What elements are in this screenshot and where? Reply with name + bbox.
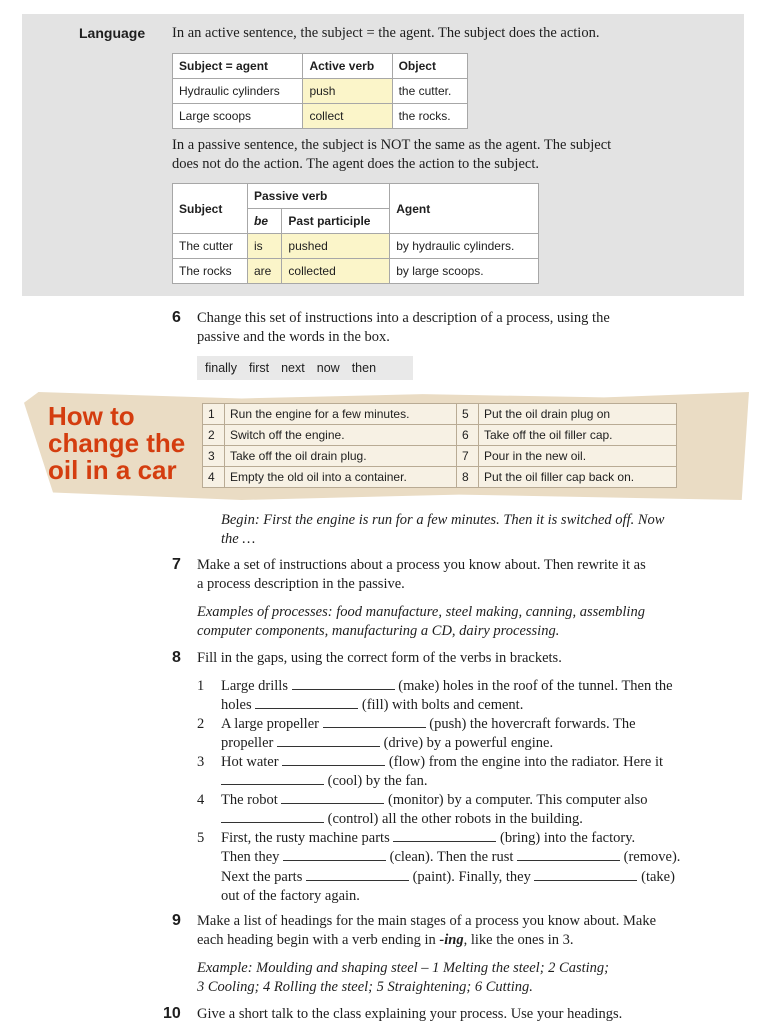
step-number: 4 xyxy=(203,467,225,488)
active-cell: the cutter. xyxy=(392,79,467,104)
item-text: (make) holes in the roof of the tunnel. Then the xyxy=(398,678,673,694)
answer-gap[interactable] xyxy=(281,802,384,804)
exercise-9-line2 xyxy=(197,931,574,950)
exercise-9-line1: Make a list of headings for the main stages of a process you know about. Make xyxy=(197,913,657,929)
gap-fill-item-4 xyxy=(197,791,747,829)
step-text: Empty the old oil into a container. xyxy=(225,467,457,488)
exercise-6-number: 6 xyxy=(172,309,181,326)
step-text: Put the oil drain plug on xyxy=(479,404,677,425)
step-text: Pour in the new oil. xyxy=(479,446,677,467)
exercise-8-number: 8 xyxy=(172,649,181,666)
step-number: 6 xyxy=(457,425,479,446)
item-number: 4 xyxy=(197,792,205,808)
word-box-word: first xyxy=(248,361,270,375)
answer-gap[interactable] xyxy=(323,726,426,728)
active-cell: Hydraulic cylinders xyxy=(173,79,303,104)
passive-header-subject: Subject xyxy=(173,184,248,234)
word-box xyxy=(197,356,413,380)
step-number: 1 xyxy=(203,404,225,425)
gap-fill-item-3 xyxy=(197,753,747,791)
item-text: Next the parts xyxy=(221,868,303,885)
active-intro: In an active sentence, the subject = the agent. The subject does the action. xyxy=(172,25,600,41)
how-to-heading-line: oil in a car xyxy=(48,455,177,485)
answer-gap[interactable] xyxy=(255,707,358,709)
word-box-word: now xyxy=(316,361,340,375)
active-cell: the rocks. xyxy=(392,104,467,129)
passive-header-verb: Passive verb xyxy=(248,184,390,209)
step-text: Take off the oil filler cap. xyxy=(479,425,677,446)
answer-gap[interactable] xyxy=(534,879,637,881)
how-to-heading-line: change the xyxy=(48,428,186,458)
step-number: 5 xyxy=(457,404,479,425)
passive-cell: The cutter xyxy=(173,234,248,259)
item-text: (cool) by the fan. xyxy=(327,773,428,790)
step-text: Put the oil filler cap back on. xyxy=(479,467,677,488)
passive-cell: collected xyxy=(282,259,390,284)
active-header-subject: Subject = agent xyxy=(173,54,303,79)
language-label: Language xyxy=(79,25,146,41)
answer-gap[interactable] xyxy=(306,879,409,881)
item-text: (take) xyxy=(641,868,675,885)
answer-gap[interactable] xyxy=(221,783,324,785)
exercise-9-example2: 3 Cooling; 4 Rolling the steel; 5 Straightening; 6 Cutting. xyxy=(197,979,533,995)
passive-cell: The rocks xyxy=(173,259,248,284)
answer-gap[interactable] xyxy=(283,859,386,861)
answer-gap[interactable] xyxy=(517,859,620,861)
passive-cell: are xyxy=(248,259,282,284)
passive-header-be: be xyxy=(248,209,282,234)
item-text: (monitor) by a computer. This computer also xyxy=(388,792,648,808)
exercise-8-intro: Fill in the gaps, using the correct form of the verbs in brackets. xyxy=(197,650,562,666)
step-text: Switch off the engine. xyxy=(225,425,457,446)
word-box-word: next xyxy=(281,361,305,375)
passive-cell: by hydraulic cylinders. xyxy=(390,234,539,259)
active-header-verb: Active verb xyxy=(303,54,392,79)
how-to-heading xyxy=(48,403,185,484)
item-text: A large propeller xyxy=(221,716,319,732)
exercise-10-line1: Give a short talk to the class explaining your process. Use your headings. xyxy=(197,1006,623,1022)
passive-intro-2: does not do the action. The agent does the action to the subject. xyxy=(172,156,539,172)
passive-header-agent: Agent xyxy=(390,184,539,234)
gap-fill-item-5 xyxy=(197,829,747,905)
item-text: The robot xyxy=(221,792,278,808)
item-text: (fill) with bolts and cement. xyxy=(361,697,524,714)
gap-fill-item-1 xyxy=(197,677,747,715)
active-cell: Large scoops xyxy=(173,104,303,129)
begin-line1: Begin: First the engine is run for a few minutes. Then it is switched off. Now xyxy=(221,512,665,528)
gap-fill-item-2 xyxy=(197,715,747,753)
exercise-9-example1: Example: Moulding and shaping steel – 1 Melting the steel; 2 Casting; xyxy=(197,960,609,976)
exercise-9-number: 9 xyxy=(172,912,181,929)
item-number: 2 xyxy=(197,716,205,732)
passive-cell: is xyxy=(248,234,282,259)
text-span: , like the ones in 3. xyxy=(463,932,574,948)
item-text: (remove). xyxy=(623,849,681,866)
item-text: holes xyxy=(221,697,252,714)
exercise-10-number: 10 xyxy=(163,1005,181,1022)
item-text: (control) all the other robots in the building. xyxy=(327,811,583,828)
exercise-7-examples1: Examples of processes: food manufacture, steel making, canning, assembling xyxy=(197,604,645,620)
item-text: (paint). Finally, they xyxy=(412,868,531,885)
item-text: out of the factory again. xyxy=(221,887,360,904)
item-text: (flow) from the engine into the radiator. Here it xyxy=(388,754,664,770)
active-cell: push xyxy=(303,79,392,104)
answer-gap[interactable] xyxy=(393,840,496,842)
instructions-table xyxy=(202,403,677,488)
begin-line2: the … xyxy=(221,531,256,547)
exercise-7-line2: a process description in the passive. xyxy=(197,576,405,592)
item-text: (clean). Then the rust xyxy=(389,849,514,866)
exercise-7-examples2: computer components, manufacturing a CD, dairy processing. xyxy=(197,623,560,639)
passive-intro-1: In a passive sentence, the subject is NOT the same as the agent. The subject xyxy=(172,137,612,153)
how-to-heading-line: How to xyxy=(48,401,135,431)
step-number: 8 xyxy=(457,467,479,488)
step-text: Take off the oil drain plug. xyxy=(225,446,457,467)
item-number: 3 xyxy=(197,754,205,770)
step-number: 3 xyxy=(203,446,225,467)
emphasis-span: -ing xyxy=(439,932,464,948)
item-text: (bring) into the factory. xyxy=(499,830,636,846)
item-text: propeller xyxy=(221,735,274,752)
item-text: Then they xyxy=(221,849,280,866)
word-box-word: then xyxy=(351,361,377,375)
item-text: (drive) by a powerful engine. xyxy=(383,735,554,752)
item-text: Large drills xyxy=(221,678,288,694)
item-number: 1 xyxy=(197,678,205,694)
active-table xyxy=(172,53,468,129)
exercise-6-line1: Change this set of instructions into a description of a process, using the xyxy=(197,310,610,326)
active-cell: collect xyxy=(303,104,392,129)
item-text: Hot water xyxy=(221,754,279,770)
passive-table xyxy=(172,183,539,284)
passive-cell: pushed xyxy=(282,234,390,259)
exercise-7-number: 7 xyxy=(172,556,181,573)
answer-gap[interactable] xyxy=(292,688,395,690)
exercise-7-line1: Make a set of instructions about a process you know about. Then rewrite it as xyxy=(197,557,646,573)
item-text: (push) the hovercraft forwards. The xyxy=(429,716,636,732)
item-number: 5 xyxy=(197,830,205,846)
passive-header-pp: Past participle xyxy=(282,209,390,234)
step-number: 2 xyxy=(203,425,225,446)
text-span: each heading begin with a verb ending in xyxy=(197,932,440,948)
passive-cell: by large scoops. xyxy=(390,259,539,284)
answer-gap[interactable] xyxy=(277,745,380,747)
step-text: Run the engine for a few minutes. xyxy=(225,404,457,425)
step-number: 7 xyxy=(457,446,479,467)
answer-gap[interactable] xyxy=(282,764,385,766)
exercise-6-line2: passive and the words in the box. xyxy=(197,329,390,345)
answer-gap[interactable] xyxy=(221,821,324,823)
active-header-object: Object xyxy=(392,54,467,79)
word-box-word: finally xyxy=(205,361,237,375)
item-text: First, the rusty machine parts xyxy=(221,830,390,846)
